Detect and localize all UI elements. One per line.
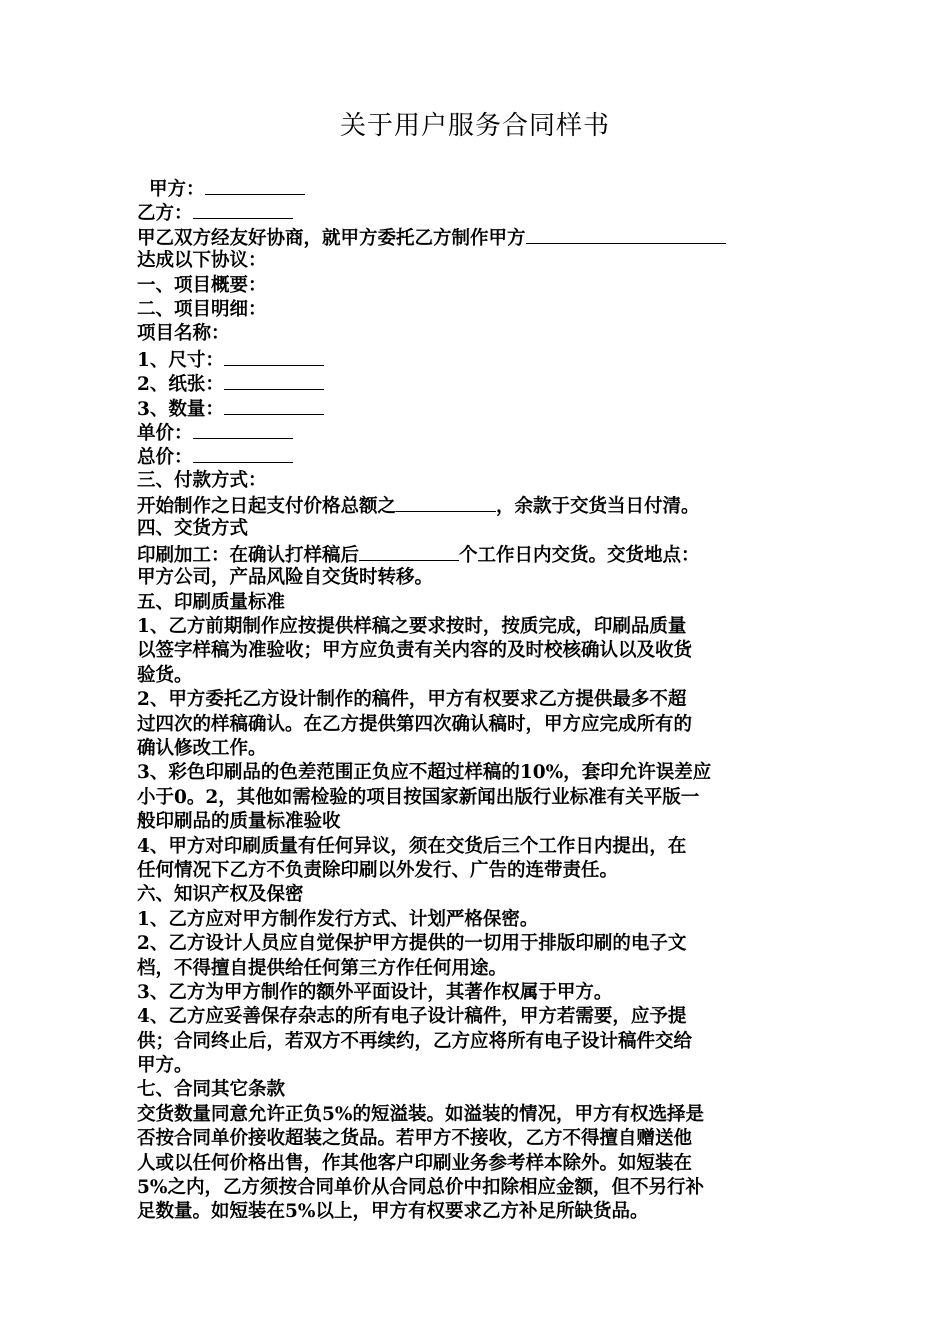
payment-text: 开始制作之日起支付价格总额之 [137,496,397,518]
unit-price-label: 单价： [137,422,193,444]
project-name-label: 项目名称： [137,323,230,345]
unit-price-line [137,420,827,444]
quantity-line [137,396,827,420]
section-heading: 三、付款方式： [137,469,267,491]
total-price-blank [193,444,293,463]
unit-price-blank [193,420,293,439]
section-heading: 二、项目明细： [137,298,267,320]
paper-blank [224,371,324,390]
quality-clause-line: 以签字样稿为准验收；甲方应负责有关内容的及时校核确认以及收货 [137,640,693,662]
ip-clause-line: 2、乙方设计人员应自觉保护甲方提供的一切用于排版印刷的电子文 [137,933,687,955]
quality-clause-line: 小于0。2，其他如需检验的项目按国家新闻出版行业标准有关平版一 [137,786,700,808]
size-label: 1、尺寸： [137,349,224,371]
delivery-blank [359,542,459,561]
party-b-line [137,200,827,224]
payment-text-2: ，余款于交货当日付清。 [496,496,700,518]
size-blank [224,347,324,366]
section-heading: 一、项目概要： [137,274,267,296]
delivery-text-2: 个工作日内交货。交货地点： [459,544,700,566]
ip-clause-line: 档，不得擅自提供给任何第三方作任何用途。 [137,957,508,979]
total-price-line [137,444,827,468]
quality-clause-line: 2、甲方委托乙方设计制作的稿件，甲方有权要求乙方提供最多不超 [137,689,687,711]
quality-clause-line: 过四次的样稿确认。在乙方提供第四次确认稿时，甲方应完成所有的 [137,713,693,735]
quality-clause-line: 任何情况下乙方不负责除印刷以外发行、广告的连带责任。 [137,859,619,881]
party-b-blank [193,200,293,219]
page-title: 关于用户服务合同样书 [339,111,610,141]
section-heading: 六、知识产权及保密 [137,884,304,906]
quality-clause-line: 确认修改工作。 [137,737,267,759]
intro-line-2: 达成以下协议： [137,250,267,272]
total-price-label: 总价： [137,447,193,469]
paper-line [137,371,827,395]
quality-clause-line: 3、彩色印刷品的色差范围正负应不超过样稿的10%，套印允许误差应 [137,762,712,784]
quantity-blank [224,396,324,415]
delivery-line-1 [137,542,827,566]
other-clause-line: 人或以任何价格出售，作其他客户印刷业务参考样本除外。如短装在 [137,1152,693,1174]
other-clause-line: 5%之内，乙方须按合同单价从合同总价中扣除相应金额，但不另行补 [137,1177,704,1199]
party-a-line [137,176,827,200]
intro-blank [526,225,726,244]
delivery-text: 印刷加工：在确认打样稿后 [137,544,360,566]
ip-clause-line: 3、乙方为甲方制作的额外平面设计，其著作权属于甲方。 [137,981,613,1003]
ip-clause-line: 1、乙方应对甲方制作发行方式、计划严格保密。 [137,908,539,930]
quality-clause-line: 1、乙方前期制作应按提供样稿之要求按时，按质完成，印刷品质量 [137,616,687,638]
intro-text: 甲乙双方经友好协商，就甲方委托乙方制作甲方 [137,227,526,249]
section-heading: 四、交货方式 [137,518,249,540]
quantity-label: 3、数量： [137,398,224,420]
section-heading: 七、合同其它条款 [137,1079,286,1101]
payment-line [137,493,827,517]
payment-blank [396,493,496,512]
party-b-label: 乙方： [137,203,193,225]
ip-clause-line: 甲方。 [137,1055,193,1077]
ip-clause-line: 4、乙方应妥善保存杂志的所有电子设计稿件，甲方若需要，应予提 [137,1006,687,1028]
contract-body [137,176,827,1225]
paper-label: 2、纸张： [137,374,224,396]
other-clause-line: 否按合同单价接收超装之货品。若甲方不接收，乙方不得擅自赠送他 [137,1128,693,1150]
other-clause-line: 足数量。如短装在5%以上，甲方有权要求乙方补足所缺货品。 [137,1201,649,1223]
section-heading: 五、印刷质量标准 [137,591,286,613]
ip-clause-line: 供；合同终止后，若双方不再续约，乙方应将所有电子设计稿件交给 [137,1030,693,1052]
party-a-label: 甲方： [149,179,205,200]
intro-line-1 [137,225,827,249]
party-a-blank [205,176,305,195]
quality-clause-line: 般印刷品的质量标准验收 [137,811,341,833]
other-clause-line: 交货数量同意允许正负5%的短溢装。如溢装的情况，甲方有权选择是 [137,1103,704,1125]
quality-clause-line: 4、甲方对印刷质量有任何异议，须在交货后三个工作日内提出，在 [137,835,687,857]
quality-clause-line: 验货。 [137,664,193,686]
size-line [137,347,827,371]
delivery-line-2: 甲方公司，产品风险自交货时转移。 [137,567,434,589]
